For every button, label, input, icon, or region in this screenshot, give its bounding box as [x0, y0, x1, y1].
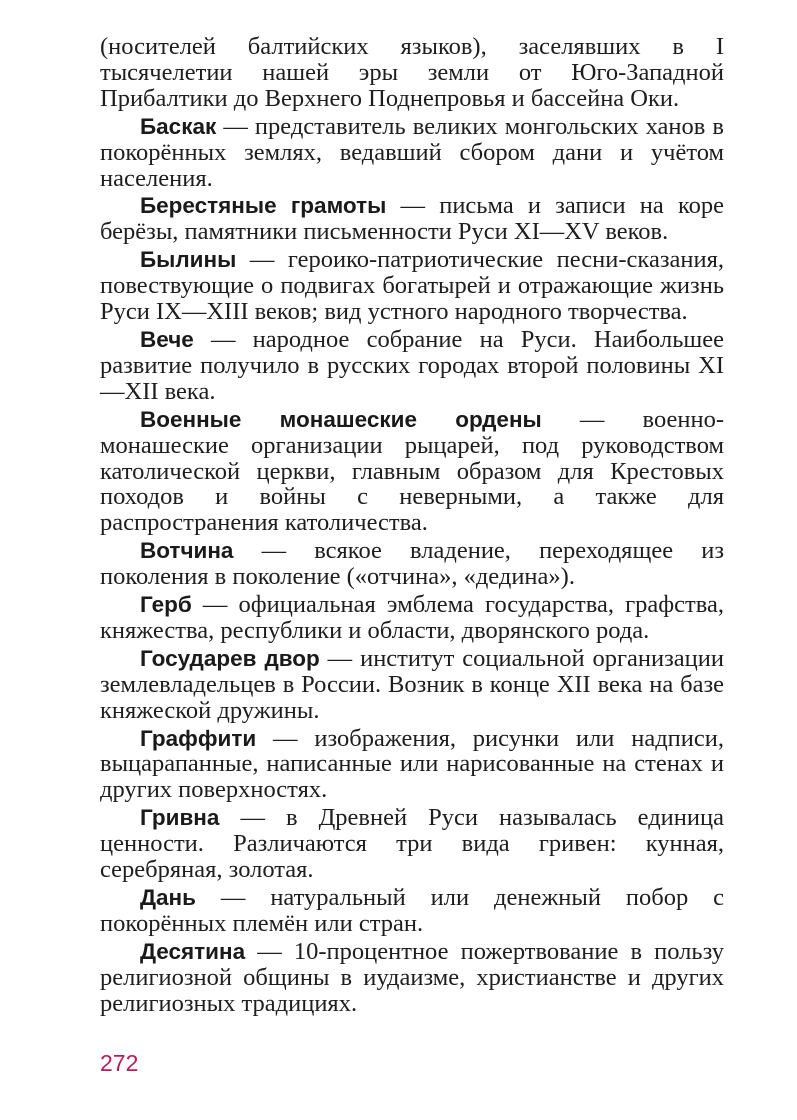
definition: — народное собрание на Руси. Наибольшее развитие получило в русских городах второй половины XI—XII века.: [100, 325, 724, 405]
term: Баскак: [140, 113, 217, 139]
glossary-entry-berestyanye-gramoty: [100, 193, 724, 245]
term: Герб: [140, 592, 192, 618]
glossary-entry-veche: [100, 327, 724, 405]
definition: — натуральный или денежный побор с покорённых племён или стран.: [100, 884, 724, 937]
definition: — всякое владение, переходящее из поколения в поколение («отчина», «дедина»).: [100, 537, 724, 591]
definition: — в Древней Руси называлась единица ценности. Различаются три вида гривен: кунная, серебряная, золотая.: [100, 804, 724, 884]
term: Гривна: [140, 805, 220, 831]
glossary-entry-grivna: [100, 805, 724, 883]
term: Десятина: [140, 938, 246, 964]
glossary-entry-byliny: [100, 247, 724, 325]
glossary-entry-votchina: [100, 538, 724, 590]
glossary-entry-voennye-ordeny: [100, 407, 724, 537]
term: Берестяные грамоты: [140, 193, 387, 219]
glossary-entry-desyatina: [100, 939, 724, 1017]
glossary-entry-gosudarev-dvor: [100, 646, 724, 724]
definition: — героико-патриотические песни-сказания, повествующие о подвигах богатырей и отражающие жизнь Руси IX—XIII веков; вид устного народного творчества.: [100, 246, 724, 326]
definition: — военно-монашеские организации рыцарей, под руководством католической церкви, главным образом для Крестовых походов и войны с неверными, а также для распространения католичества.: [100, 405, 724, 537]
term: Вотчина: [140, 538, 234, 564]
term: Государев двор: [140, 645, 320, 671]
glossary-entry-gerb: [100, 592, 724, 644]
definition: — представитель великих монгольских ханов в покорённых землях, ведавший сбором дани и учётом населения.: [100, 112, 724, 192]
definition: — изображения, рисунки или надписи, выцарапанные, написанные или нарисованные на стенах и других поверхностях.: [100, 724, 724, 804]
term: Вече: [140, 326, 194, 352]
term: Былины: [140, 247, 237, 273]
glossary-entry-graffiti: [100, 726, 724, 804]
definition: — 10-процентное пожертвование в пользу религиозной общины в иудаизме, христианстве и других религиозных традициях.: [100, 937, 724, 1017]
definition: — институт социальной организации землевладельцев в России. Возник в конце XII века на базе княжеской дружины.: [100, 644, 724, 724]
term: Дань: [140, 885, 196, 910]
glossary-entry-baskak: [100, 114, 724, 192]
page-number: 272: [100, 1050, 139, 1076]
continuation-paragraph: (носителей балтийских языков), заселявших в I тысячелетии нашей эры земли от Юго-Западной Прибалтики до Верхнего Поднепровья и бассейна Оки.: [100, 33, 724, 112]
definition: — официальная эмблема государства, графства, княжества, республики и области, дворянского рода.: [100, 591, 724, 644]
term: Граффити: [140, 725, 257, 751]
term: Военные монашеские ордены: [140, 406, 542, 432]
definition: — письма и записи на коре берёзы, памятники письменности Руси XI—XV веков.: [100, 192, 724, 246]
glossary-page: [100, 34, 724, 1019]
glossary-entry-dan: [100, 885, 724, 937]
